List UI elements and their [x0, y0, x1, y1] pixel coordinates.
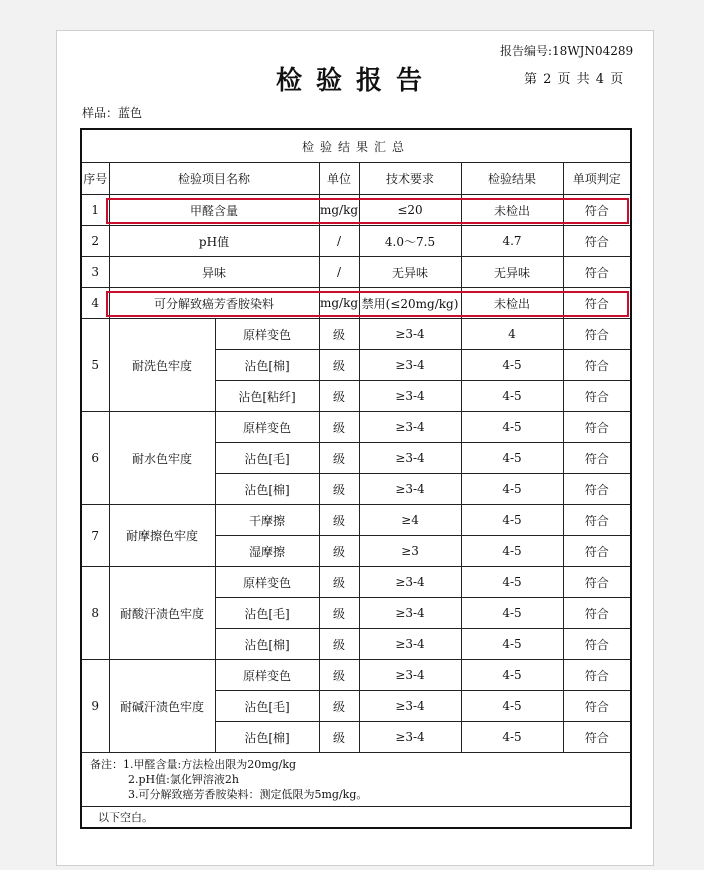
judgement-cell: 符合: [563, 598, 631, 629]
header-result: 检验结果: [461, 163, 563, 195]
unit-cell: /: [319, 226, 359, 257]
table-row: [81, 505, 631, 536]
table-caption: 检验结果汇总: [81, 129, 631, 163]
unit-cell: 级: [319, 381, 359, 412]
blank-row: [81, 807, 631, 829]
result-cell: 4-5: [461, 536, 563, 567]
note-line: 3.可分解致癌芳香胺染料：测定低限为5mg/kg。: [128, 788, 368, 801]
unit-cell: 级: [319, 350, 359, 381]
table-row: [81, 660, 631, 691]
judgement-cell: 符合: [563, 226, 631, 257]
sub-item-name: 原样变色: [215, 319, 319, 350]
result-cell: 4-5: [461, 660, 563, 691]
header-item: 检验项目名称: [109, 163, 319, 195]
report-number: 报告编号:18WJN04289: [500, 44, 634, 58]
unit-cell: mg/kg: [319, 195, 359, 226]
result-cell: 4-5: [461, 691, 563, 722]
unit-cell: mg/kg: [319, 288, 359, 319]
result-cell: 4-5: [461, 474, 563, 505]
unit-cell: 级: [319, 598, 359, 629]
notes-cell: [81, 753, 631, 807]
item-name: 耐洗色牢度: [109, 319, 215, 412]
sub-item-name: 沾色[棉]: [215, 722, 319, 753]
row-number: 5: [81, 319, 109, 412]
unit-cell: 级: [319, 319, 359, 350]
header-row: [81, 163, 631, 195]
requirement-cell: ≥3-4: [359, 319, 461, 350]
result-cell: 4-5: [461, 381, 563, 412]
unit-cell: /: [319, 257, 359, 288]
judgement-cell: 符合: [563, 691, 631, 722]
sub-item-name: 沾色[毛]: [215, 598, 319, 629]
judgement-cell: 符合: [563, 257, 631, 288]
judgement-cell: 符合: [563, 412, 631, 443]
sub-item-name: 沾色[粘纤]: [215, 381, 319, 412]
blank-note: 以下空白。: [81, 807, 631, 829]
requirement-cell: ≥3-4: [359, 598, 461, 629]
result-cell: 4-5: [461, 629, 563, 660]
row-number: 4: [81, 288, 109, 319]
item-name: 甲醛含量: [109, 195, 319, 226]
result-cell: 4-5: [461, 350, 563, 381]
result-cell: 4-5: [461, 412, 563, 443]
note-line: 2.pH值:氯化钾溶液2h: [128, 773, 239, 786]
unit-cell: 级: [319, 691, 359, 722]
unit-cell: 级: [319, 412, 359, 443]
result-cell: 无异味: [461, 257, 563, 288]
judgement-cell: 符合: [563, 660, 631, 691]
unit-cell: 级: [319, 536, 359, 567]
judgement-cell: 符合: [563, 350, 631, 381]
requirement-cell: 无异味: [359, 257, 461, 288]
judgement-cell: 符合: [563, 629, 631, 660]
requirement-cell: ≥3-4: [359, 722, 461, 753]
header-unit: 单位: [319, 163, 359, 195]
judgement-cell: 符合: [563, 443, 631, 474]
table-row: [81, 226, 631, 257]
sub-item-name: 沾色[棉]: [215, 474, 319, 505]
sub-item-name: 沾色[毛]: [215, 443, 319, 474]
page-indicator: 第 2 页 共 4 页: [524, 72, 625, 87]
row-number: 9: [81, 660, 109, 753]
unit-cell: 级: [319, 722, 359, 753]
sub-item-name: 湿摩擦: [215, 536, 319, 567]
unit-cell: 级: [319, 505, 359, 536]
table-row: [81, 257, 631, 288]
header-judgement: 单项判定: [563, 163, 631, 195]
judgement-cell: 符合: [563, 567, 631, 598]
judgement-cell: 符合: [563, 195, 631, 226]
requirement-cell: ≥3-4: [359, 443, 461, 474]
judgement-cell: 符合: [563, 536, 631, 567]
sub-item-name: 原样变色: [215, 567, 319, 598]
requirement-cell: ≥4: [359, 505, 461, 536]
table-row: [81, 319, 631, 350]
item-name: 异味: [109, 257, 319, 288]
document-title: 检验报告: [276, 66, 437, 96]
sample-label: 样品：蓝色: [82, 106, 143, 120]
sub-item-name: 原样变色: [215, 412, 319, 443]
judgement-cell: 符合: [563, 505, 631, 536]
results-table: [80, 128, 632, 829]
note-line: 备注：1.甲醛含量:方法检出限为20mg/kg: [90, 758, 297, 771]
judgement-cell: 符合: [563, 474, 631, 505]
result-cell: 4-5: [461, 443, 563, 474]
requirement-cell: ≥3-4: [359, 567, 461, 598]
sub-item-name: 沾色[棉]: [215, 350, 319, 381]
table-row: [81, 288, 631, 319]
requirement-cell: ≤20: [359, 195, 461, 226]
row-number: 1: [81, 195, 109, 226]
table-row: [81, 412, 631, 443]
requirement-cell: ≥3-4: [359, 474, 461, 505]
result-cell: 未检出: [461, 195, 563, 226]
unit-cell: 级: [319, 629, 359, 660]
unit-cell: 级: [319, 474, 359, 505]
requirement-cell: ≥3-4: [359, 691, 461, 722]
requirement-cell: ≥3-4: [359, 381, 461, 412]
row-number: 6: [81, 412, 109, 505]
sub-item-name: 干摩擦: [215, 505, 319, 536]
table-row: [81, 195, 631, 226]
result-cell: 4-5: [461, 598, 563, 629]
judgement-cell: 符合: [563, 288, 631, 319]
result-cell: 4.7: [461, 226, 563, 257]
row-number: 8: [81, 567, 109, 660]
table-row: [81, 567, 631, 598]
row-number: 7: [81, 505, 109, 567]
result-cell: 未检出: [461, 288, 563, 319]
requirement-cell: ≥3-4: [359, 350, 461, 381]
unit-cell: 级: [319, 443, 359, 474]
item-name: 耐酸汗渍色牢度: [109, 567, 215, 660]
notes-row: [81, 753, 631, 807]
row-number: 2: [81, 226, 109, 257]
item-name: 耐碱汗渍色牢度: [109, 660, 215, 753]
item-name: 可分解致癌芳香胺染料: [109, 288, 319, 319]
requirement-cell: ≥3-4: [359, 629, 461, 660]
judgement-cell: 符合: [563, 319, 631, 350]
result-cell: 4: [461, 319, 563, 350]
judgement-cell: 符合: [563, 381, 631, 412]
requirement-cell: 4.0～7.5: [359, 226, 461, 257]
requirement-cell: ≥3-4: [359, 660, 461, 691]
judgement-cell: 符合: [563, 722, 631, 753]
unit-cell: 级: [319, 660, 359, 691]
item-name: 耐水色牢度: [109, 412, 215, 505]
result-cell: 4-5: [461, 567, 563, 598]
row-number: 3: [81, 257, 109, 288]
item-name: 耐摩擦色牢度: [109, 505, 215, 567]
requirement-cell: 禁用(≤20mg/kg): [359, 288, 461, 319]
result-cell: 4-5: [461, 505, 563, 536]
sub-item-name: 沾色[毛]: [215, 691, 319, 722]
header-no: 序号: [81, 163, 109, 195]
requirement-cell: ≥3: [359, 536, 461, 567]
sub-item-name: 沾色[棉]: [215, 629, 319, 660]
result-cell: 4-5: [461, 722, 563, 753]
sub-item-name: 原样变色: [215, 660, 319, 691]
requirement-cell: ≥3-4: [359, 412, 461, 443]
unit-cell: 级: [319, 567, 359, 598]
item-name: pH值: [109, 226, 319, 257]
header-requirement: 技术要求: [359, 163, 461, 195]
